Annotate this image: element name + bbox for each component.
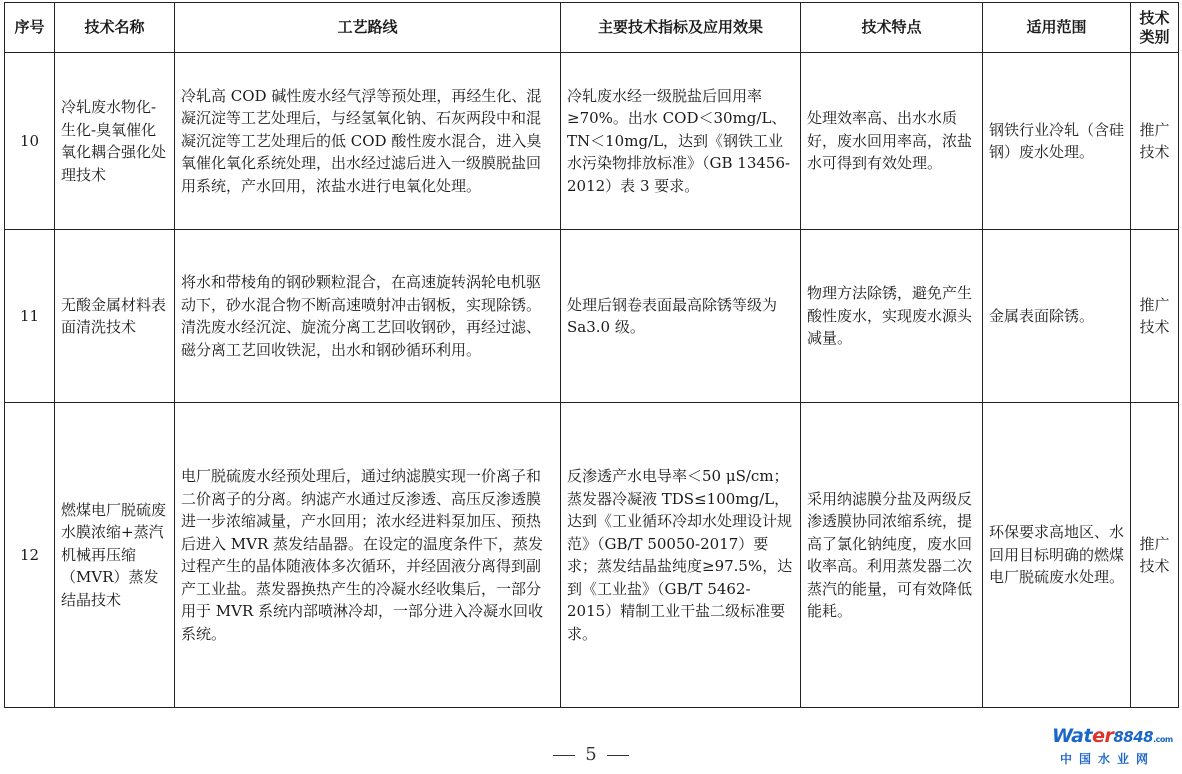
technical-features: 采用纳滤膜分盐及两级反渗透膜协同浓缩系统，提高了氯化钠纯度，废水回收率高。利用蒸发器二次蒸汽的能量，可有效降低能耗。: [801, 403, 983, 708]
application-scope: 环保要求高地区、水回用目标明确的燃煤电厂脱硫废水处理。: [983, 403, 1131, 708]
technology-name: 冷轧废水物化-生化-臭氧催化氧化耦合强化处理技术: [55, 53, 175, 230]
process-route: 冷轧高 COD 碱性废水经气浮等预处理，再经生化、混凝沉淀等工艺处理后，与经氢氧化钠、石灰两段中和混凝沉淀等工艺处理后的低 COD 酸性废水混合，进入臭氧催化氧化系统处理，出水经过滤后进入一级膜脱盐回用系统，产水回用，浓盐水进行电氧化处理。: [175, 53, 561, 230]
technology-name: 燃煤电厂脱硫废水膜浓缩+蒸汽机械再压缩（MVR）蒸发结晶技术: [55, 403, 175, 708]
header-category: 技术类别: [1131, 3, 1179, 53]
application-scope: 金属表面除锈。: [983, 230, 1131, 403]
header-route: 工艺路线: [175, 3, 561, 53]
technical-effect: 冷轧废水经一级脱盐后回用率≥70%。出水 COD＜30mg/L、TN＜10mg/L，达到《钢铁工业水污染物排放标准》（GB 13456-2012）表 3 要求。: [561, 53, 801, 230]
application-scope: 钢铁行业冷轧（含硅钢）废水处理。: [983, 53, 1131, 230]
header-num: 序号: [5, 3, 55, 53]
table-row: [5, 230, 1179, 403]
header-name: 技术名称: [55, 3, 175, 53]
technology-table: [4, 2, 1179, 708]
logo-chinese-name: 中国水业网: [1060, 752, 1156, 766]
technical-effect: 反渗透产水电导率＜50 μS/cm；蒸发器冷凝液 TDS≤100mg/L，达到《工业循环冷却水处理设计规范》（GB/T 50050-2017）要求；蒸发结晶盐纯度≥97.5%，达到《工业盐》（GB/T 5462-2015）精制工业干盐二级标准要求。: [561, 403, 801, 708]
technology-category: 推广技术: [1131, 53, 1179, 230]
process-route: 电厂脱硫废水经预处理后，通过纳滤膜实现一价离子和二价离子的分离。纳滤产水通过反渗透、高压反渗透膜进一步浓缩减量，产水回用；浓水经进料泵加压、预热后进入 MVR 蒸发结晶器。在设定的温度条件下，蒸发过程产生的晶体随液体多次循环，并经固液分离得到副产工业盐。蒸发器换热产生的冷凝水经收集后，一部分用于 MVR 系统内部喷淋冷却，一部分进入冷凝水回收系统。: [175, 403, 561, 708]
table-row: [5, 403, 1179, 708]
technical-effect: 处理后钢卷表面最高除锈等级为 Sa3.0 级。: [561, 230, 801, 403]
header-scope: 适用范围: [983, 3, 1131, 53]
row-number: 11: [5, 230, 55, 403]
page-dash-left: [553, 755, 575, 756]
process-route: 将水和带棱角的钢砂颗粒混合，在高速旋转涡轮电机驱动下，砂水混合物不断高速喷射冲击钢板，实现除锈。清洗废水经沉淀、旋流分离工艺回收钢砂，再经过滤、磁分离工艺回收铁泥，出水和钢砂循环利用。: [175, 230, 561, 403]
table-header-row: [5, 3, 1179, 53]
water8848-logo: [1052, 725, 1178, 771]
logo-wordmark: Water8848.com: [1052, 725, 1173, 747]
row-number: 12: [5, 403, 55, 708]
technology-category: 推广技术: [1131, 403, 1179, 708]
row-number: 10: [5, 53, 55, 230]
page-dash-right: [607, 755, 629, 756]
technology-name: 无酸金属材料表面清洗技术: [55, 230, 175, 403]
technical-features: 处理效率高、出水水质好，废水回用率高，浓盐水可得到有效处理。: [801, 53, 983, 230]
technical-features: 物理方法除锈，避免产生酸性废水，实现废水源头减量。: [801, 230, 983, 403]
header-features: 技术特点: [801, 3, 983, 53]
table-row: [5, 53, 1179, 230]
header-effect: 主要技术指标及应用效果: [561, 3, 801, 53]
technology-category: 推广技术: [1131, 230, 1179, 403]
page-number: [0, 744, 1182, 765]
page-number-text: 5: [585, 744, 597, 765]
